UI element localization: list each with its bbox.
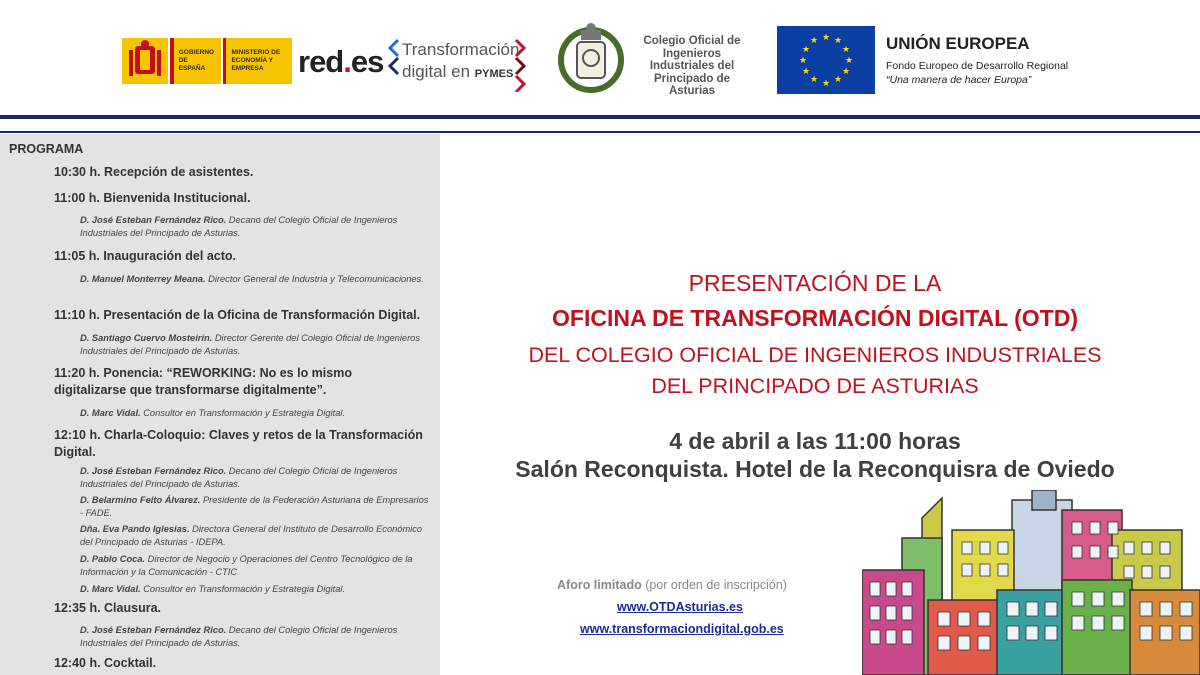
- svg-text:★: ★: [844, 56, 854, 66]
- speaker-role: Decano del Colegio Oficial de Ingenieros Industriales del Principado de Asturias.: [80, 215, 398, 238]
- aforo-text: [557, 578, 787, 592]
- svg-text:★: ★: [821, 79, 831, 89]
- ministerio-text: MINISTERIO DE ECONOMÍA Y EMPRESA: [226, 38, 292, 84]
- spain-coat-of-arms-icon: [122, 38, 168, 84]
- transformacion-digital-en: digital en: [402, 62, 471, 81]
- speaker-name: D. José Esteban Fernández Rico.: [80, 625, 227, 635]
- eu-title: UNIÓN EUROPEA: [886, 34, 1030, 53]
- speaker-role: Consultor en Transformación y Estrategia Digital.: [140, 584, 346, 594]
- speaker-role: Director Gerente del Colegio Oficial de Ingenieros Industriales del Principado de Asturias.: [80, 333, 420, 356]
- programa-panel: [0, 134, 440, 675]
- reds-main: red: [298, 44, 344, 79]
- speaker-name: D. Marc Vidal.: [80, 408, 141, 418]
- gobierno-text: GOBIERNO DE ESPAÑA: [174, 38, 221, 84]
- programa-item: 10:30 h. Recepción de asistentes.: [54, 165, 254, 179]
- transformacion-line1: Transformación: [402, 40, 520, 59]
- programa-item: 11:00 h. Bienvenida Institucional.: [54, 191, 251, 205]
- eu-flag-icon: [777, 26, 875, 94]
- transformacion-digital-link[interactable]: www.transformaciondigital.gob.es: [580, 622, 784, 636]
- reds-logo: [298, 44, 383, 80]
- speaker-role: Decano del Colegio Oficial de Ingenieros Industriales del Principado de Asturias.: [80, 466, 398, 489]
- svg-text:★: ★: [821, 33, 831, 43]
- speaker-role: Director General de Industria y Telecomunicaciones.: [205, 274, 424, 284]
- eu-fund: Fondo Europeo de Desarrollo Regional: [886, 60, 1069, 72]
- event-title-line4: DEL PRINCIPADO DE ASTURIAS: [651, 374, 979, 398]
- transformacion-pymes: PYMES: [474, 68, 514, 80]
- event-title-line2: OFICINA DE TRANSFORMACIÓN DIGITAL (OTD): [552, 305, 1078, 331]
- event-venue: Salón Reconquista. Hotel de la Reconquisra de Oviedo: [515, 456, 1115, 482]
- speaker-entry: [80, 553, 432, 578]
- svg-text:★: ★: [833, 75, 843, 85]
- aforo-note: (por orden de inscripción): [641, 578, 787, 592]
- programa-title: PROGRAMA: [9, 142, 84, 156]
- programa-item: 12:35 h. Clausura.: [54, 601, 161, 615]
- colegio-name: Colegio Oficial de Ingenieros Industriales del Principado de Asturias: [643, 35, 741, 97]
- transformacion-digital-pymes-logo: [388, 36, 528, 92]
- speaker-entry: [80, 624, 432, 649]
- speaker-name: D. José Esteban Fernández Rico.: [80, 466, 227, 476]
- svg-text:★: ★: [801, 67, 811, 77]
- svg-text:★: ★: [841, 45, 851, 55]
- speaker-name: D. Manuel Monterrey Meana.: [80, 274, 206, 284]
- speaker-role: Directora General del Instituto de Desarrollo Económico del Principado de Asturias - IDEPA.: [80, 524, 423, 547]
- programa-item: 11:05 h. Inauguración del acto.: [54, 249, 236, 263]
- event-title-line3: DEL COLEGIO OFICIAL DE INGENIEROS INDUSTRIALES: [528, 343, 1102, 367]
- speaker-entry: [80, 465, 432, 490]
- reds-tld: es: [350, 44, 384, 79]
- speaker-entry: [80, 407, 432, 420]
- programa-item: 12:10 h. Charla-Coloquio: Claves y retos de la Transformación Digital.: [54, 428, 423, 459]
- speaker-entry: [80, 494, 432, 519]
- speaker-name: D. Pablo Coca.: [80, 554, 146, 564]
- eu-motto: “Una manera de hacer Europa”: [886, 74, 1032, 86]
- speaker-name: D. Santiago Cuervo Mosteirín.: [80, 333, 213, 343]
- event-title-line1: PRESENTACIÓN DE LA: [688, 270, 942, 296]
- otd-asturias-link[interactable]: www.OTDAsturias.es: [617, 600, 743, 614]
- speaker-name: D. José Esteban Fernández Rico.: [80, 215, 227, 225]
- transformacion-line2: [402, 62, 513, 82]
- reds-dot: .: [343, 44, 351, 79]
- programa-item: 11:20 h. Ponencia: “REWORKING: No es lo mismo digitalizarse que transformarse digitalmente”.: [54, 366, 352, 397]
- header-rule-thick: [0, 115, 1200, 119]
- programa-item: 11:10 h. Presentación de la Oficina de Transformación Digital.: [54, 308, 421, 322]
- speaker-role: Consultor en Transformación y Estrategia Digital.: [140, 408, 346, 418]
- speaker-role: Presidente de la Federación Asturiana de Empresarios - FADE.: [80, 495, 429, 518]
- svg-text:★: ★: [809, 75, 819, 85]
- speaker-role: Director de Negocio y Operaciones del Centro Tecnológico de la Información y la Comunicación - CTIC: [80, 554, 413, 577]
- speaker-entry: [80, 214, 432, 239]
- aforo-bold: Aforo limitado: [557, 578, 642, 592]
- speaker-name: D. Belarmino Feito Álvarez.: [80, 495, 201, 505]
- speaker-entry: [80, 332, 432, 357]
- transformacion-brackets-icon: [388, 36, 402, 92]
- svg-text:★: ★: [798, 56, 808, 66]
- svg-text:★: ★: [833, 36, 843, 46]
- svg-text:★: ★: [801, 45, 811, 55]
- speaker-entry: [80, 523, 432, 548]
- header-logos: [0, 0, 1200, 112]
- speaker-entry: [80, 583, 432, 596]
- event-date: 4 de abril a las 11:00 horas: [669, 428, 961, 454]
- speaker-entry: [80, 273, 432, 286]
- speaker-name: Dña. Eva Pando Iglesias.: [80, 524, 190, 534]
- speaker-name: D. Marc Vidal.: [80, 584, 141, 594]
- programa-item: 12:40 h. Cocktail.: [54, 656, 157, 670]
- svg-text:★: ★: [809, 36, 819, 46]
- svg-text:★: ★: [841, 67, 851, 77]
- speaker-role: Decano del Colegio Oficial de Ingenieros Industriales del Principado de Asturias.: [80, 625, 398, 648]
- gobierno-espana-logo: [122, 38, 292, 84]
- city-buildings-illustration: [862, 490, 1200, 675]
- header-rule-thin: [0, 131, 1200, 133]
- colegio-coat-of-arms-icon: [555, 20, 627, 94]
